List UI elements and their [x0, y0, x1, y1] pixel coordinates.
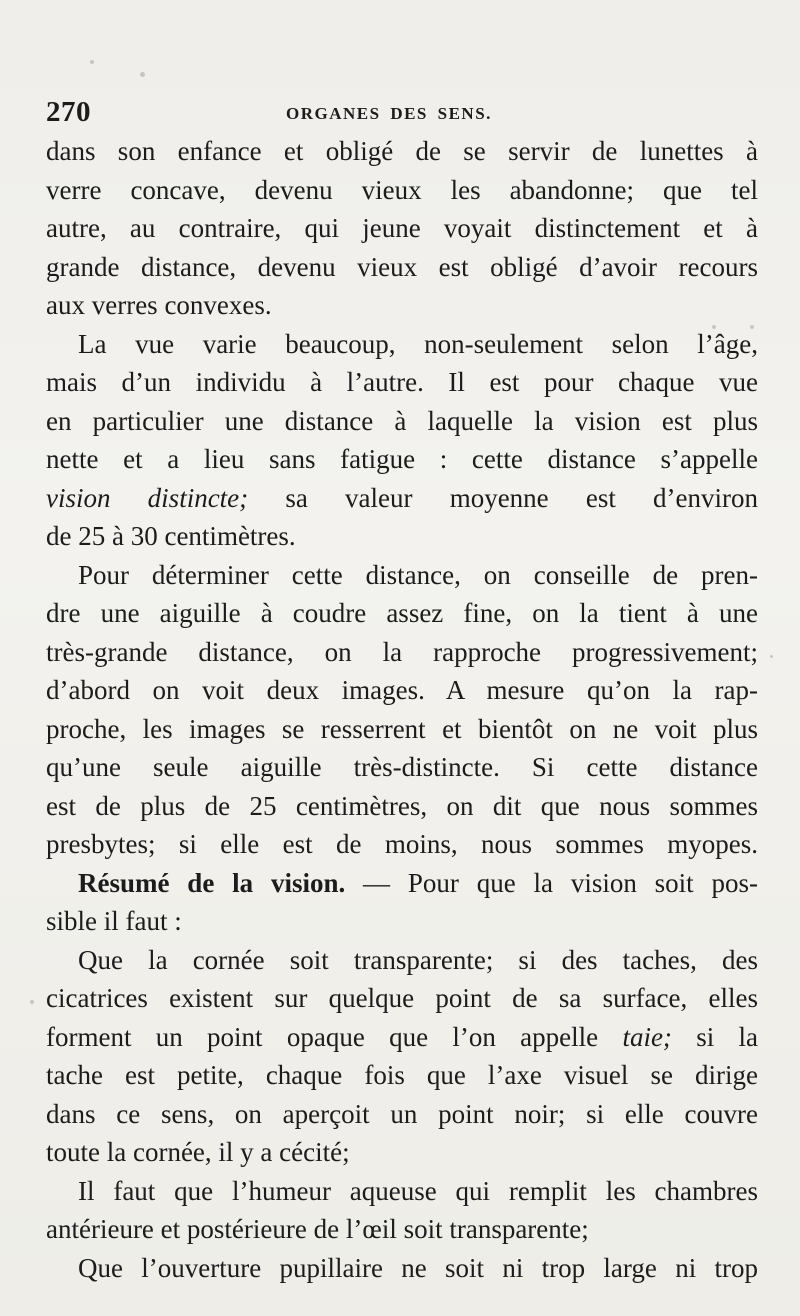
text-line — [46, 248, 758, 287]
text-line — [46, 286, 758, 325]
text-line-content: proche, les images se resserrent et bientôt on ne voit plus — [46, 713, 758, 744]
text-line-content: aux verres convexes. — [46, 290, 272, 320]
text-line — [46, 941, 758, 980]
paper-speck — [750, 325, 754, 329]
text-line-content — [46, 479, 758, 518]
text-line-content — [46, 1018, 758, 1057]
paper-speck — [770, 655, 773, 658]
text-line-content — [78, 864, 758, 903]
paper-speck — [90, 60, 94, 64]
page-number: 270 — [46, 96, 91, 128]
text-line — [46, 748, 758, 787]
text-line — [46, 1133, 758, 1172]
text-line — [46, 402, 758, 441]
text-line-content: verre concave, devenu vieux les abandonne; que tel — [46, 174, 758, 205]
text-line-content: cicatrices existent sur quelque point de sa surface, elles — [46, 983, 758, 1013]
text-line-content: qu’une seule aiguille très-distincte. Si cette distance — [46, 752, 758, 782]
text-line — [46, 479, 758, 518]
text-line — [46, 556, 758, 595]
text-line — [46, 171, 758, 210]
running-head: ORGANES DES SENS. — [286, 104, 492, 123]
text-line-content: très-grande distance, on la rapproche progressivement; — [46, 636, 758, 667]
text-line-content: Que l’ouverture pupillaire ne soit ni trop large ni trop — [78, 1252, 758, 1283]
paper-speck — [140, 72, 145, 77]
text-line — [46, 209, 758, 248]
text-line — [46, 1249, 758, 1288]
paper-speck — [712, 325, 716, 329]
text-line — [46, 1210, 758, 1249]
text-line-content: Pour déterminer cette distance, on conseille de pren- — [78, 559, 758, 590]
text-line-content: en particulier une distance à laquelle la vision est plus — [46, 405, 758, 436]
text-line — [46, 633, 758, 672]
text-line-content: presbytes; si elle est de moins, nous sommes myopes. — [46, 829, 758, 859]
text-line — [46, 671, 758, 710]
text-line — [46, 710, 758, 749]
page-header — [46, 92, 760, 132]
text-line-content: Que la cornée soit transparente; si des taches, des — [78, 944, 758, 975]
text-line-content: de 25 à 30 centimètres. — [46, 521, 296, 551]
text-line-content: sible il faut : — [46, 906, 182, 936]
text-run: — Pour que la vision soit pos- — [345, 867, 758, 898]
text-line — [46, 787, 758, 826]
text-line-content: autre, au contraire, qui jeune voyait distinctement et à — [46, 213, 758, 243]
text-run: si la — [671, 1021, 759, 1052]
text-run: forment un point opaque que l’on appelle — [46, 1021, 623, 1052]
text-line — [46, 1056, 758, 1095]
text-line — [46, 363, 758, 402]
text-line — [46, 825, 758, 864]
text-line-content: grande distance, devenu vieux est obligé d’avoir recours — [46, 251, 758, 282]
text-line — [46, 325, 758, 364]
text-line-content: est de plus de 25 centimètres, on dit que nous sommes — [46, 790, 758, 821]
text-line-content: dre une aiguille à coudre assez fine, on la tient à une — [46, 598, 758, 628]
text-line-content: antérieure et postérieure de l’œil soit transparente; — [46, 1214, 589, 1244]
italic-term: vision distincte; — [46, 482, 249, 513]
text-line — [46, 864, 758, 903]
text-line — [46, 1095, 758, 1134]
text-line — [46, 1018, 758, 1057]
text-line-content: dans ce sens, on aperçoit un point noir; si elle couvre — [46, 1098, 758, 1129]
text-line-content: La vue varie beaucoup, non-seulement selon l’âge, — [78, 328, 758, 359]
italic-term: taie; — [622, 1021, 672, 1052]
text-line-content: toute la cornée, il y a cécité; — [46, 1137, 350, 1167]
text-line — [46, 902, 758, 941]
text-line-content: dans son enfance et obligé de se servir de lunettes à — [46, 136, 758, 166]
text-line — [46, 440, 758, 479]
text-line — [46, 979, 758, 1018]
text-line-content: nette et a lieu sans fatigue : cette distance s’appelle — [46, 444, 758, 474]
text-line-content: mais d’un individu à l’autre. Il est pour chaque vue — [46, 367, 758, 397]
text-line-content: Il faut que l’humeur aqueuse qui remplit les chambres — [78, 1175, 758, 1206]
text-line — [46, 594, 758, 633]
text-line-content: d’abord on voit deux images. A mesure qu’on la rap- — [46, 675, 758, 705]
text-line — [46, 1172, 758, 1211]
bold-heading: Résumé de la vision. — [78, 867, 346, 898]
text-line — [46, 517, 758, 556]
paper-speck — [30, 1000, 34, 1004]
body-text — [46, 132, 758, 1287]
text-line — [46, 132, 758, 171]
text-line-content: tache est petite, chaque fois que l’axe visuel se dirige — [46, 1060, 758, 1090]
text-run: sa valeur moyenne est d’environ — [248, 482, 759, 513]
